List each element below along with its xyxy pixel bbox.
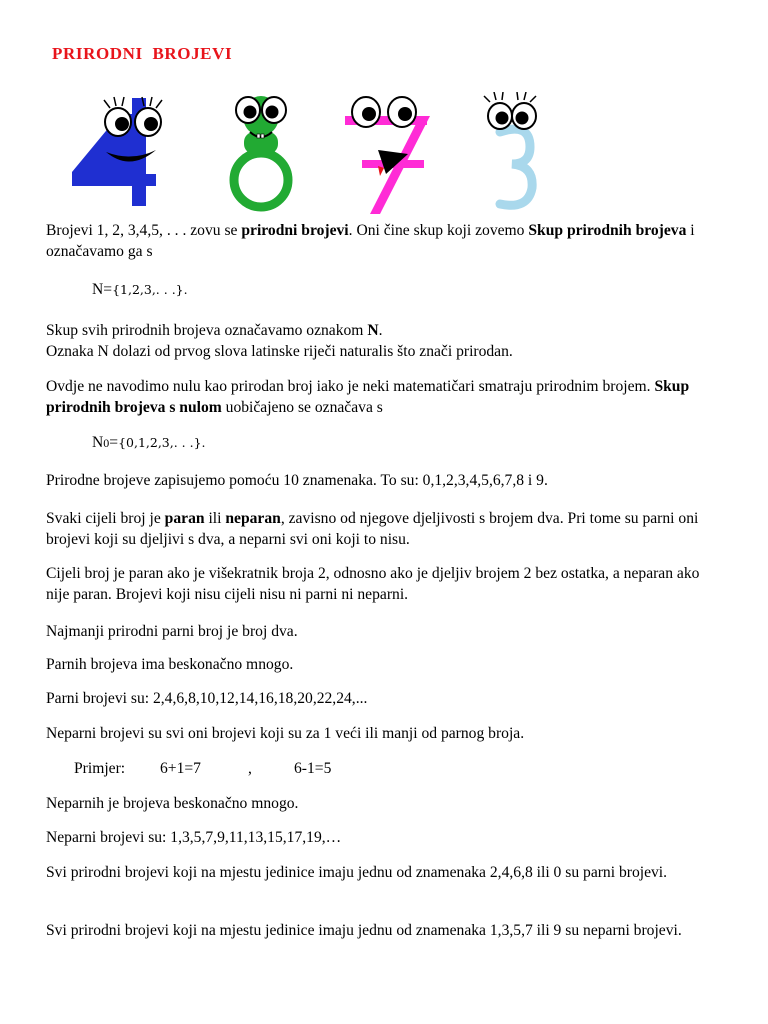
set-elements: {0,1,2,3,. . .}.	[118, 435, 206, 450]
paragraph-notation	[46, 320, 726, 362]
paragraph-odd-definition: Neparni brojevi su svi oni brojevi koji su za 1 veći ili manji od parnog broja.	[46, 725, 525, 742]
paragraph-infinite-odd: Neparnih je brojeva beskonačno mnogo.	[46, 795, 299, 812]
paragraph-smallest-even: Najmanji prirodni parni broj je broj dva.	[46, 623, 298, 640]
paragraph-odd-rule: Svi prirodni brojevi koji na mjestu jedinice imaju jednu od znamenaka 1,3,5,7 ili 9 su neparni brojevi.	[46, 922, 682, 939]
set-elements: {1,2,3,. . .}.	[112, 282, 188, 297]
eight-character-icon	[234, 96, 288, 207]
paragraph-even-definition: Cijeli broj je paran ako je višekratnik broja 2, odnosno ako je djeljiv brojem 2 bez ostatka, a neparan ako nije paran. Brojevi koji nisu cijeli nisu ni parni ni neparni.	[46, 565, 700, 603]
paragraph-parity	[46, 508, 726, 550]
bold-term: neparan	[225, 510, 281, 527]
paragraph-zero	[46, 376, 726, 418]
bold-term: paran	[164, 510, 205, 527]
three-character-icon	[484, 92, 536, 205]
paragraph-text: Brojevi 1, 2, 3,4,5, . . . zovu se	[46, 222, 242, 239]
bold-term: Skup prirodnih brojeva	[528, 222, 687, 239]
paragraph-text: .	[378, 322, 383, 339]
paragraph-text: Svaki cijeli broj je	[46, 510, 165, 527]
paragraph-infinite-even: Parnih brojeva ima beskonačno mnogo.	[46, 656, 294, 673]
set-subscript: 0	[103, 436, 110, 450]
bold-term: prirodni brojevi	[241, 222, 349, 239]
paragraph-text: uobičajeno se označava s	[221, 399, 383, 416]
paragraph-odd-list: Neparni brojevi su: 1,3,5,7,9,11,13,15,17,19,…	[46, 829, 342, 846]
example-separator: ,	[248, 760, 252, 777]
paragraph-definition	[46, 220, 726, 262]
paragraph-text: ili	[204, 510, 226, 527]
bold-term: Skup prirodnih brojeva s nulom	[46, 378, 690, 416]
set-equals: =	[109, 434, 119, 451]
example-label: Primjer:	[74, 760, 126, 777]
paragraph-even-list: Parni brojevi su: 2,4,6,8,10,12,14,16,18,20,22,24,...	[46, 690, 368, 707]
paragraph-text: Skup svih prirodnih brojeva označavamo oznakom	[46, 322, 368, 339]
paragraph-text: i označavamo ga s	[46, 222, 695, 260]
set-label: N	[92, 434, 104, 451]
example-equation-plus: 6+1=7	[160, 760, 201, 777]
paragraph-text: . Oni čine skup koji zovemo	[348, 222, 529, 239]
bold-term: N	[367, 322, 379, 339]
set-label: N=	[92, 281, 113, 298]
paragraph-even-rule: Svi prirodni brojevi koji na mjestu jedinice imaju jednu od znamenaka 2,4,6,8 ili 0 su parni brojevi.	[46, 864, 668, 881]
paragraph-text: Oznaka N dolazi od prvog slova latinske riječi naturalis što znači prirodan.	[46, 343, 513, 360]
number-characters-illustration	[60, 92, 560, 220]
paragraph-text: Ovdje ne navodimo nulu kao prirodan broj iako je neki matematičari smatraju prirodnim brojem.	[46, 378, 655, 395]
four-character-icon	[72, 97, 162, 206]
set-n0-notation	[92, 434, 206, 452]
page-title: PRIRODNI BROJEVI	[52, 44, 233, 63]
example-equation-minus: 6-1=5	[294, 760, 332, 777]
set-n-notation	[92, 281, 188, 299]
seven-character-icon	[345, 97, 430, 214]
paragraph-text: , zavisno od njegove djeljivosti s brojem dva. Pri tome su parni oni brojevi koji su djeljivi s dva, a neparni svi oni koji to nisu.	[46, 510, 699, 548]
paragraph-digits: Prirodne brojeve zapisujemo pomoću 10 znamenaka. To su: 0,1,2,3,4,5,6,7,8 i 9.	[46, 472, 548, 489]
